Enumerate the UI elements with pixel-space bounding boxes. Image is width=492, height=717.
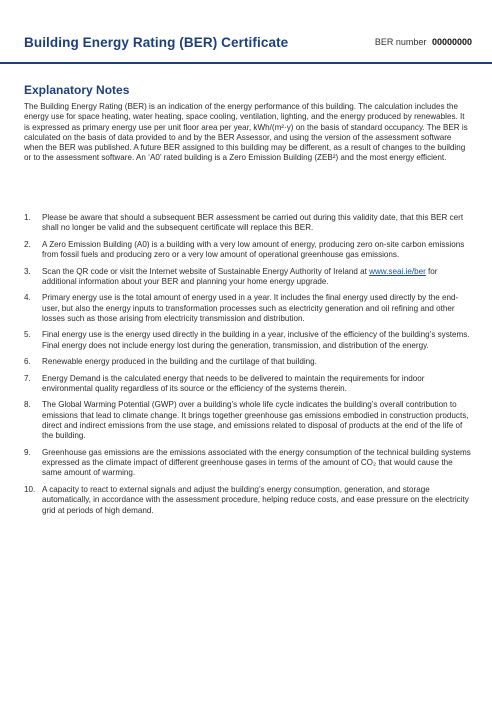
note-item [24,400,472,441]
note-text: A capacity to react to external signals and adjust the building’s energy consumption, generation, and storage automatically, in accordance with the assessment procedure, helping reduce costs, and ease pressure on the electricity grid at periods of high demand. [42,484,469,515]
note-item [24,213,472,234]
note-text-pre: Scan the QR code or visit the Internet website of Sustainable Energy Authority of Ireland at [42,266,370,276]
ber-number-label: BER number [374,37,427,47]
note-item [24,485,472,516]
note-number: 9. [24,447,31,457]
note-text: The Global Warming Potential (GWP) over a building’s whole life cycle indicates the building’s overall contribution to emissions that lead to climate change. It brings together greenhouse gas emissions embodied in construction products, direct and indirect emissions from the use stage, and emissions related to disposal of products at the end of the life of the building. [42,400,469,441]
note-number: 5. [24,330,31,340]
seai-ber-link[interactable]: www.seai.ie/ber [369,266,426,276]
note-item [24,240,472,261]
note-item [24,267,472,288]
note-number: 7. [24,373,31,383]
note-item [24,357,472,367]
note-item [24,448,472,479]
section-title: Explanatory Notes [24,83,130,97]
certificate-title: Building Energy Rating (BER) Certificate [24,34,289,50]
note-text: Energy Demand is the calculated energy that needs to be delivered to maintain the requirements for indoor environmental quality regardless of its source or the efficiency of the systems therein. [42,373,425,393]
note-text: Primary energy use is the total amount of energy used in a year. It includes the final energy used directly by the end-user, but also the energy inputs to transformation processes such as electricity generation and oil refining and other losses such as those arising from electricity transmission and distribution. [42,293,459,323]
note-number: 6. [24,357,31,367]
note-number: 3. [24,266,31,276]
intro-paragraph [24,102,472,164]
note-text: Greenhouse gas emissions are the emissions associated with the energy consumption of the technical building systems expressed as the climate impact of different greenhouse gases in terms of the amount of CO₂ that would cause the same amount of warming. [42,447,471,478]
note-text: Renewable energy produced in the building and the curtilage of that building. [42,357,317,367]
note-item [24,374,472,395]
ber-number [375,37,472,47]
note-number: 4. [24,293,31,303]
note-number: 8. [24,400,31,410]
note-number: 10. [24,484,36,494]
note-number: 2. [24,239,31,249]
note-item [24,293,472,324]
note-text-post: for additional information about your BER and planning your home energy upgrade. [42,266,438,286]
note-text: A Zero Emission Building (A0) is a building with a very low amount of energy, producing zero on-site carbon emissions from fossil fuels and producing zero or a very low amount of operational greenhouse gas emissions. [42,239,465,260]
note-text: Please be aware that should a subsequent BER assessment be carried out during this validity date, that this BER cert shall no longer be valid and the subsequent certificate will replace this BER. [42,213,464,233]
certificate-header [0,22,492,64]
ber-number-value: 00000000 [431,37,472,47]
intro-text: The Building Energy Rating (BER) is an indication of the energy performance of this building. The calculation includes the energy use for space heating, water heating, space cooling, ventilation, lighting, and the energy produced by renewables. It is expressed as primary energy use per unit floor area per year, kWh/(m²·y) on the basis of standard occupancy. The BER is calculated on the basis of data provided to and by the BER Assessor, and using the version of the assessment software when the BER was published. A future BER assigned to this building may be different, as a result of changes to the building or to the assessment software. An ‘A0’ rated building is a Zero Emission Building (ZEB²) and the most energy efficient. [24,102,468,163]
note-text [42,267,472,288]
notes-list [24,213,472,522]
note-text: Final energy use is the energy used directly in the building in a year, inclusive of the efficiency of the building’s systems. Final energy does not include energy lost during the generation, transmission, and distribution of the energy. [42,330,470,350]
note-item [24,330,472,351]
note-number: 1. [24,213,31,222]
